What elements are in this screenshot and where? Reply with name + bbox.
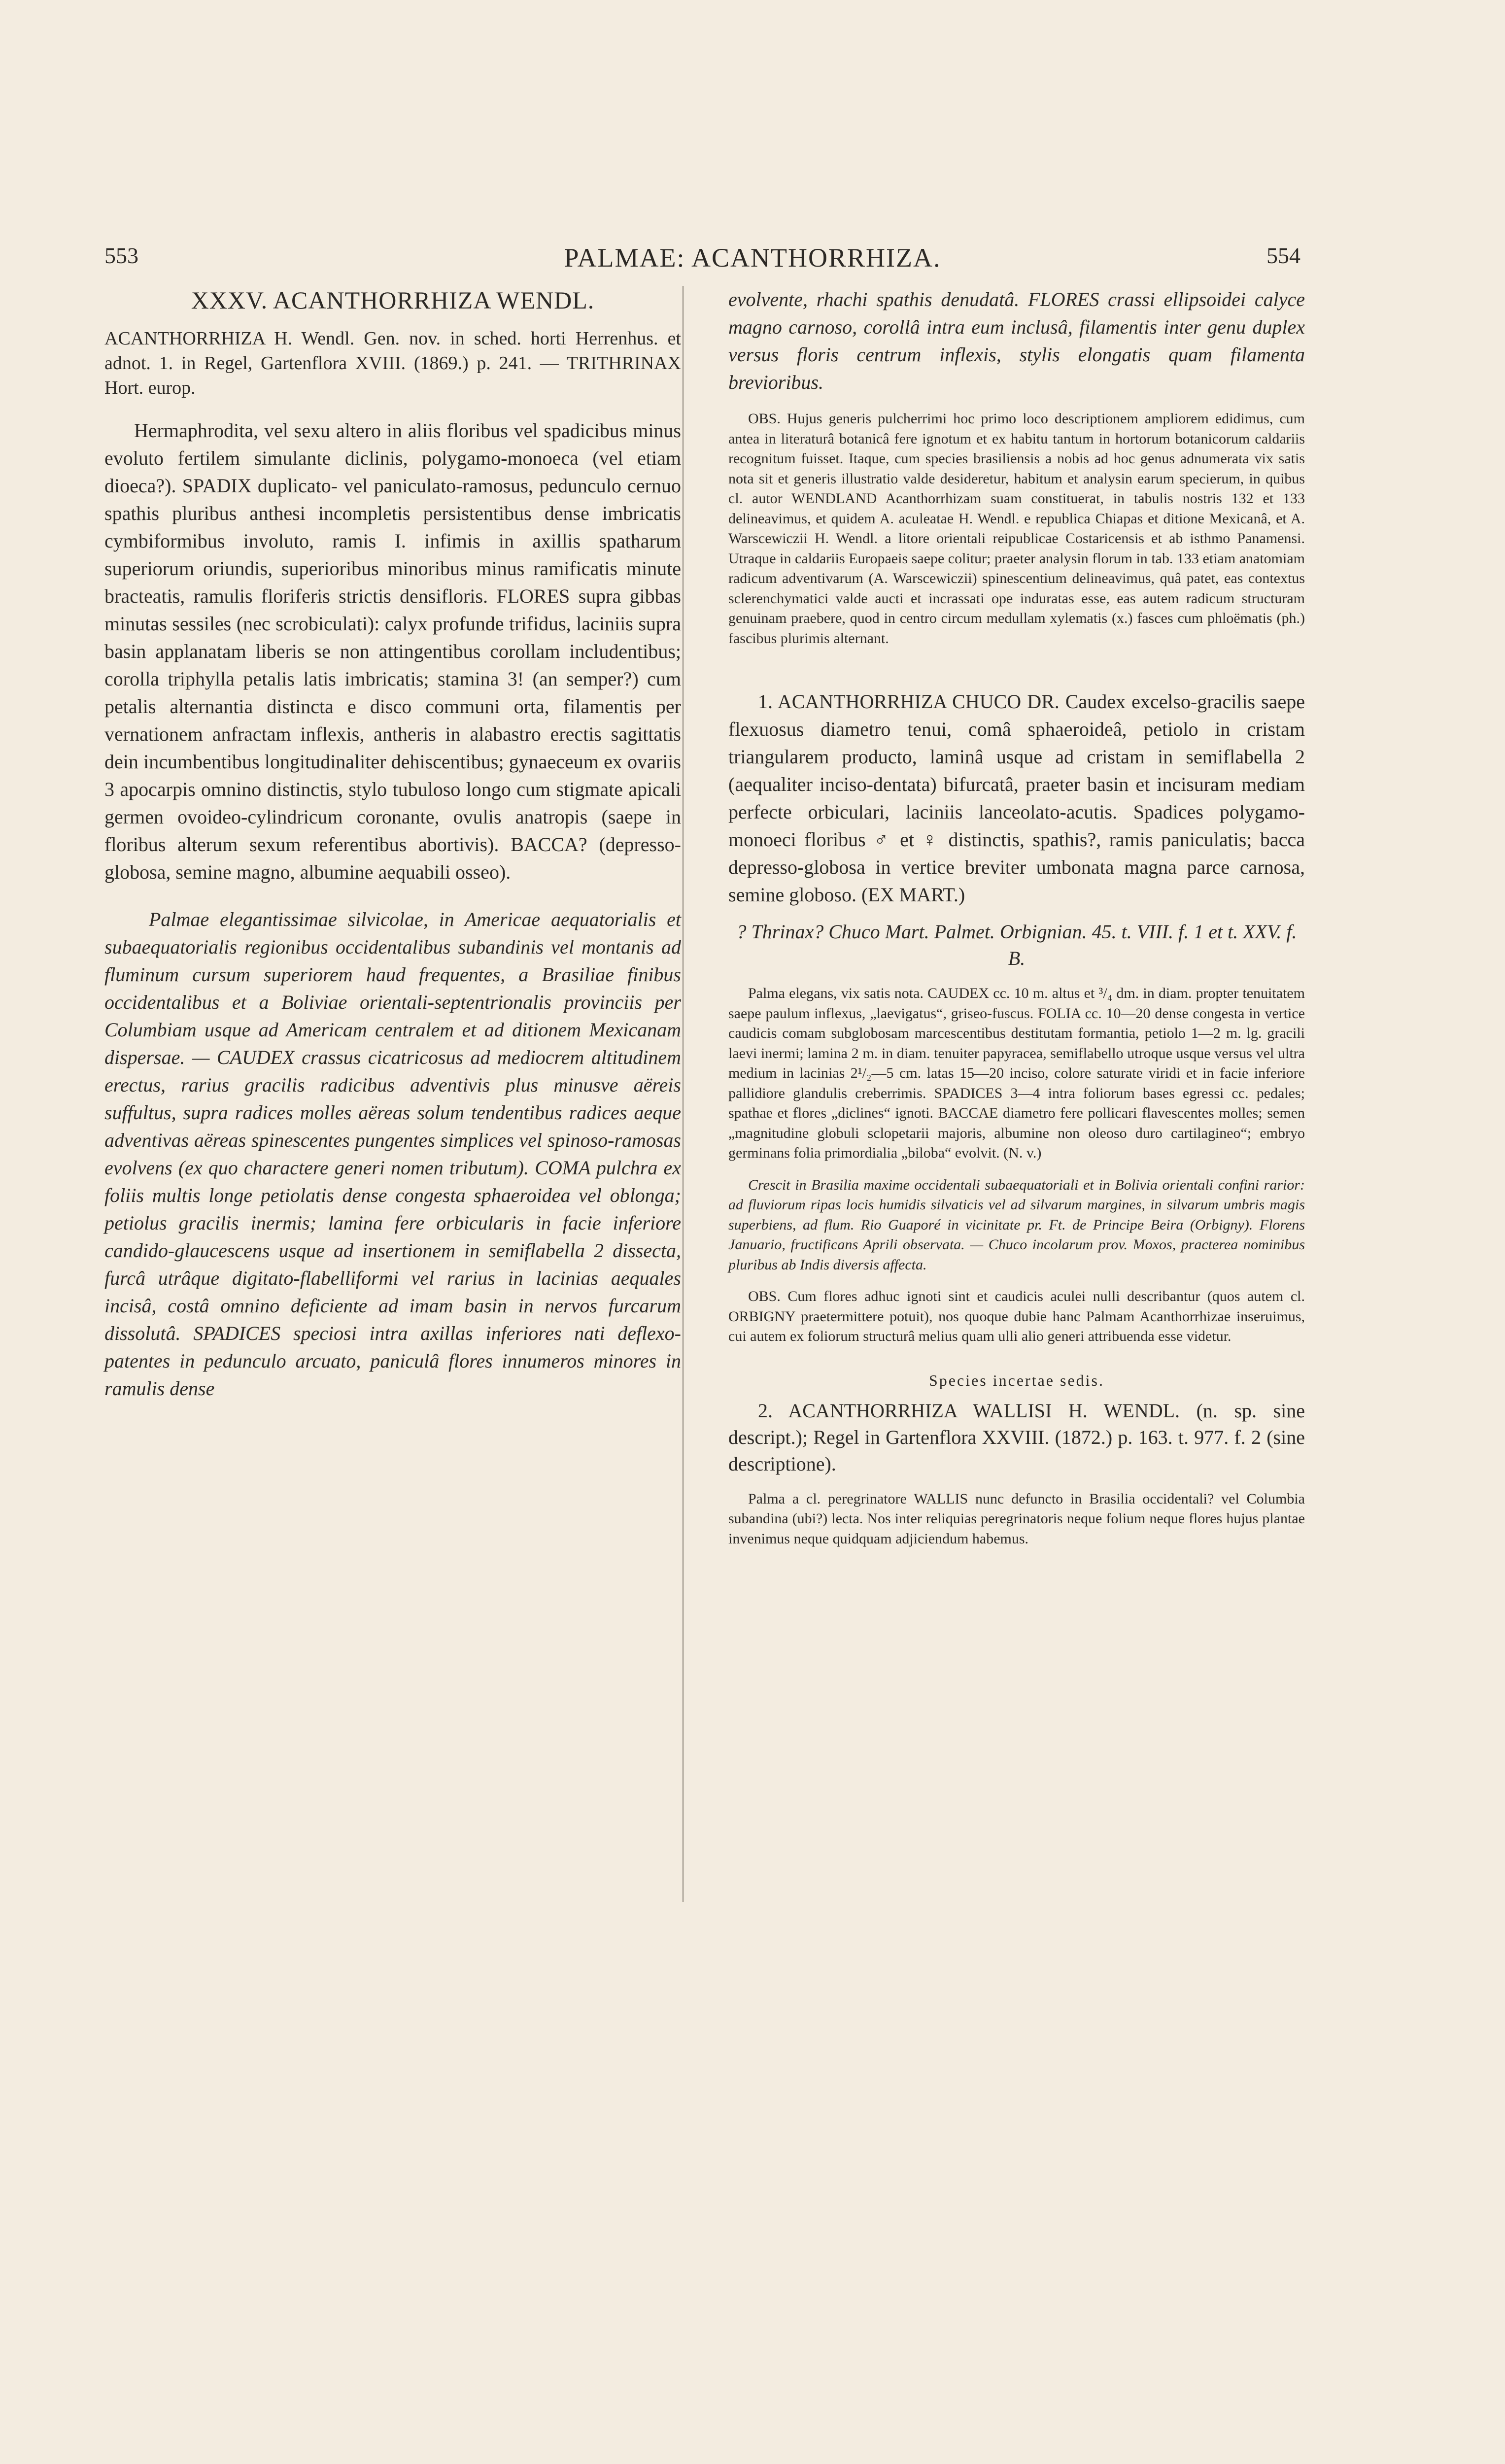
species-1-reference: ? Thrinax? Chuco Mart. Palmet. Orbignian. 45. t. VIII. f. 1 et t. XXV. f. B. xyxy=(736,921,1297,969)
genus-description: Hermaphrodita, vel sexu altero in aliis floribus vel spadicibus minus evoluto fertilem simulante diclinis, polygamo-monoeca (vel etiam dioeca?). SPADIX duplicato- vel paniculato-ramosus, pedunculo cernuo spathis pluribus anthesi incompletis persistentibus dense imbricatis cymbiformibus involuto, ramis I. infimis in axillis spatharum superiorum oriundis, superioribus minoribus minus ramificatis minute bracteatis, ramulis floriferis strictis densifloris. FLORES supra gibbas minutas sessiles (nec scrobiculati): calyx profunde trifidus, laciniis supra basin applanatam liberis se non attingentibus corollam includentibus; corolla triphylla petalis latis imbricatis; stamina 3! (an semper?) cum petalis alternantia distincta e disco communi orta, filamentis per vernationem anfractam inflexis, antheris in alabastro erectis sagittatis dein incumbentibus longitudinaliter dehiscentibus; gynaeceum ex ovariis 3 apocarpis omnino distinctis, stylo tubuloso longo cum stigmate apicali germen ovoideo-cylindricum coronante, ovulis anatropis (saepe in floribus alterum sexum referentibus abortivis). BACCA? (depresso-globosa, semine magno, albumine aequabili osseo). xyxy=(104,419,681,883)
right-page-number: 554 xyxy=(1266,243,1300,268)
left-column xyxy=(104,286,681,1403)
species-2-description: Palma a cl. peregrinatore WALLIS nunc defuncto in Brasilia occidentali? vel Columbia subandina (ubi?) lecta. Nos inter reliquias peregrinatoris neque folium neque flores hujus plantae invenimus neque quidquam adjiciendum habemus. xyxy=(728,1490,1305,1547)
genus-habit-paragraph: Palmae elegantissimae silvicolae, in Americae aequatorialis et subaequatorialis regionibus occidentalibus subandinis vel montanis ad fluminum cursum superiorem haud frequentes, a Brasiliae finibus occidentalibus et a Boliviae orientali-septentrionalis provinciis per Columbiam usque ad Americam centralem et ad ditionem Mexicanam dispersae. — CAUDEX crassus cicatricosus ad mediocrem altitudinem erectus, rarius gracilis radicibus adventivis plus minusve aëreis suffultus, supra radices molles aëreas solum tendentibus radices aeque adventivas aëreas spinescentes pungentes simplices vel spinoso-ramosas evolvens (ex quo charactere generi nomen tributum). COMA pulchra ex foliis multis longe petiolatis dense congesta sphaeroidea vel oblonga; petiolus gracilis inermis; lamina fere orbicularis in facie inferiore candido-glaucescens usque ad insertionem in semiflabella 2 dissecta, furcâ utrâque digitato-flabelliformi vel rarius in lacinias aequales incisâ, costâ omnino deficiente ad imam basin in nervos furcarum dissolutâ. SPADICES speciosi intra axillas inferiores nati deflexo-patentes in pedunculo arcuato, paniculâ flores innumeros minores in ramulis dense xyxy=(104,908,681,1400)
habit-continuation: evolvente, rhachi spathis denudatâ. FLORES crassi ellipsoidei calyce magno carnoso, corollâ intra eum inclusâ, filamentis inter genu duplex versus floris centrum inflexis, stylis elongatis quam filamenta brevioribus. xyxy=(728,288,1305,393)
column-divider xyxy=(683,286,684,1902)
right-column xyxy=(728,286,1305,1549)
species-1-habitat: Crescit in Brasilia maxime occidentali subaequatoriali et in Bolivia orientali confini rarior: ad fluviorum ripas locis humidis silvaticis vel ad silvarum margines, in silvarum umbris magis superbiens, ad flum. Rio Guaporé in vicinitate pr. Ft. de Principe Beira (Orbigny). Florens Januario, fructificans Aprili observata. — Chuco incolarum prov. Moxos, practerea nominibus pluribus ab Indis diversis affecta. xyxy=(728,1176,1305,1273)
species-2-heading: 2. ACANTHORRHIZA WALLISI H. WENDL. (n. sp. sine descript.); Regel in Gartenflora XXVIII. (1872.) p. 163. t. 977. f. 2 (sine descriptione). xyxy=(728,1399,1305,1475)
incertae-sedis-heading: Species incertae sedis. xyxy=(929,1371,1104,1389)
running-title: PALMAE: ACANTHORRHIZA. xyxy=(564,243,941,273)
observation-note-2: OBS. Cum flores adhuc ignoti sint et caudicis aculei nulli describantur (quos autem cl. ORBIGNY praetermittere potuit), nos quoque dubie hanc Palmam Acanthorrhizae inseruimus, cui autem ex foliorum structurâ melius quam ulli alio generi attribuenda esse videtur. xyxy=(728,1288,1305,1344)
left-page-number: 553 xyxy=(104,243,138,268)
genus-title: XXXV. ACANTHORRHIZA WENDL. xyxy=(191,286,595,314)
observation-note-1: OBS. Hujus generis pulcherrimi hoc primo loco descriptionem ampliorem edidimus, cum antea in literaturâ botanicâ fere ignotum et ex habitu tantum in hortorum botanicorum caldariis recognitum fuisset. Itaque, cum species brasiliensis a nobis ad hoc genus adnumerata vix satis nota sit et generis illustratio valde desideretur, habitum et analysin earum specierum, in quibus cl. autor WENDLAND Acanthorrhizam suam constituerat, in tabulis nostris 132 et 133 delineavimus, et quidem A. aculeatae H. Wendl. e republica Chiapas et ditione Mexicanâ, et A. Warscewiczii H. Wendl. a litore orientali reipublicae Costaricensis et ab isthmo Panamensi. Utraque in caldariis Europaeis saepe colitur; praeter analysin florum in tab. 133 etiam anatomiam radicum adventivarum (A. Warscewiczii) spinescentium delineavimus, quâ patet, eas contextus sclerenchymatici valde aucti et incrassati ope induratas esse, eas autem radicum structuram genuinam praebere, quod in centro circum medullam xylematis (x.) fasces cum phloëmatis (ph.) fascibus plurimis alternant. xyxy=(728,411,1305,647)
species-1-description: Palma elegans, vix satis nota. CAUDEX cc. 10 m. altus et ³/₄ dm. in diam. propter tenuitatem saepe paulum inflexus, „laevigatus“, griseo-fuscus. FOLIA cc. 10—20 dense congesta in vertice caudicis comam subglobosam marcescentibus destitutam formantia, petiolo 1—2 m. lg. gracili laevi inermi; lamina 2 m. in diam. tenuiter papyracea, semiflabello utroque usque versus vel ultra medium in lacinias 2¹/₂—5 cm. latas 15—20 inciso, colore saturate viridi et in facie inferiore pallidiore glandulis creberrimis. SPADICES 3—4 intra foliorum bases egressi cc. pedales; spathae et flores „diclines“ ignoti. BACCAE diametro fere pollicari flavescentes molles; semen „magnitudine globuli sclopetarii majoris, albumine non oleoso duro cartilagineo“; embryo germinans folia primordialia „biloba“ evolvit. (N. v.) xyxy=(728,985,1305,1161)
genus-synonymy: ACANTHORRHIZA H. Wendl. Gen. nov. in sched. horti Herrenhus. et adnot. 1. in Regel, Gartenflora XVIII. (1869.) p. 241. — TRITHRINAX Hort. europ. xyxy=(104,328,681,398)
species-1-heading: 1. ACANTHORRHIZA CHUCO DR. Caudex excelso-gracilis saepe flexuosus diametro tenui, comâ sphaeroideâ, petiolo in cristam triangularem producto, laminâ usque ad cristam in semiflabella 2 (aequaliter inciso-dentata) bifurcatâ, praeter basin et incisuram mediam perfecte orbiculari, laciniis lanceolato-acutis. Spadices polygamo-monoeci floribus ♂ et ♀ distinctis, spathis?, ramis paniculatis; bacca depresso-globosa in vertice breviter umbonata magna parce carnosa, semine globoso. (EX MART.) xyxy=(728,690,1305,906)
